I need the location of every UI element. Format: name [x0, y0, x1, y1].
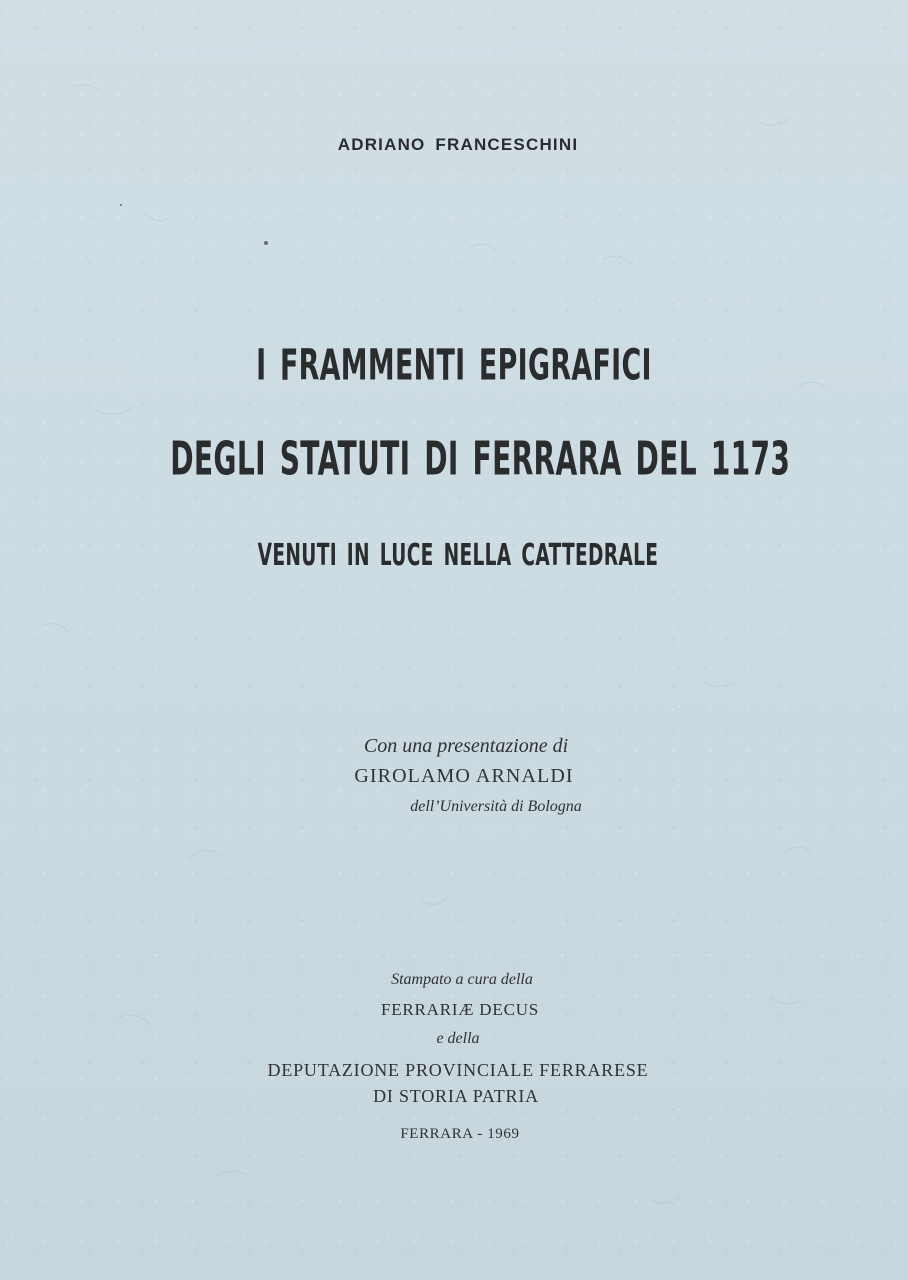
- presentation-intro: Con una presentazione di: [363, 735, 569, 757]
- publisher-join-text: e della: [436, 1030, 480, 1047]
- publisher-deputazione-line-2: DI STORIA PATRIA: [373, 1086, 539, 1106]
- publication-place-year: FERRARA - 1969: [400, 1126, 520, 1142]
- title-line-2: DEGLI STATUTI DI FERRARA DEL 1173: [170, 431, 791, 486]
- printed-by-intro: Stampato a cura della: [391, 971, 533, 988]
- presenter-affiliation: dell’Università di Bologna: [410, 798, 582, 815]
- presenter-name: GIROLAMO ARNALDI: [354, 765, 574, 787]
- subtitle: VENUTI IN LUCE NELLA CATTEDRALE: [257, 537, 659, 574]
- author-name: ADRIANO FRANCESCHINI: [337, 135, 579, 154]
- publisher-deputazione-line-1: DEPUTAZIONE PROVINCIALE FERRARESE: [267, 1060, 649, 1080]
- title-line-1: I FRAMMENTI EPIGRAFICI: [256, 339, 652, 390]
- publisher-ferrariae-decus: FERRARIÆ DECUS: [380, 1000, 540, 1019]
